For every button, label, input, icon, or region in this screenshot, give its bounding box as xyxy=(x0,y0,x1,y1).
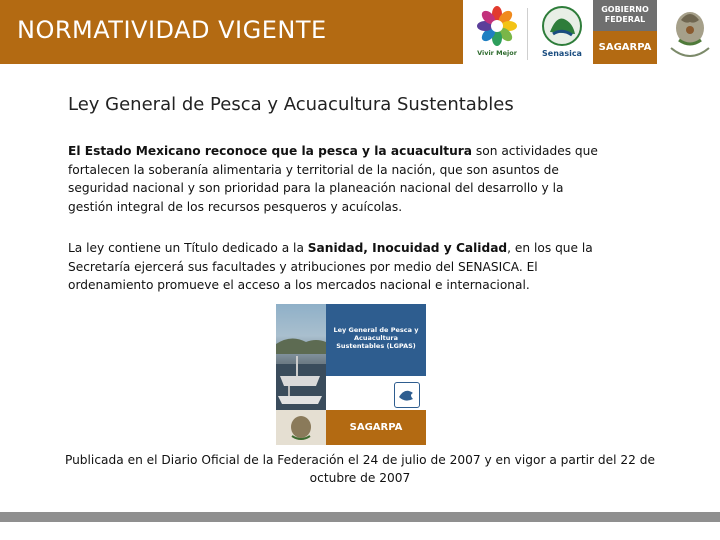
paragraph-sanidad xyxy=(68,239,608,295)
harbor-photo xyxy=(276,304,326,410)
senasica-logo xyxy=(535,4,589,62)
sagarpa-logo xyxy=(593,0,657,64)
vivir-mejor-label: Vivir Mejor xyxy=(477,49,517,57)
senasica-label: Senasica xyxy=(542,49,582,58)
sanidad-bold-text: Sanidad, Inocuidad y Calidad xyxy=(307,241,508,255)
cover-brand: SAGARPA xyxy=(326,410,426,445)
footer-base xyxy=(0,522,720,540)
eagle-emblem-icon xyxy=(663,2,717,62)
logo-area xyxy=(463,0,720,64)
intro-bold-text: El Estado Mexicano reconoce que la pesca y la acuacultura xyxy=(68,144,473,158)
law-heading: Ley General de Pesca y Acuacultura Sustentables xyxy=(68,94,514,115)
title-bar xyxy=(0,0,463,64)
eagle-emblem-icon xyxy=(276,410,326,445)
gobierno-federal-label: GOBIERNO FEDERAL xyxy=(593,0,657,31)
conapesca-logo xyxy=(394,382,420,408)
sagarpa-label: SAGARPA xyxy=(593,31,657,64)
vivir-mejor-icon xyxy=(475,4,519,48)
cover-title: Ley General de Pesca y Acuacultura Sustentables (LGPAS) xyxy=(333,326,419,350)
footer-bar xyxy=(0,512,720,522)
intro-text: son actividades que fortalecen la soberanía alimentaria y territorial de la nación, que son asuntos de seguridad nacional y son prioridad para la planeación nacional del desarrollo y la gestión integral de los recursos pesqueros y acuícolas. xyxy=(68,144,598,214)
cover-middle-panel xyxy=(326,376,426,410)
sanidad-text-before: La ley contiene un Título dedicado a la xyxy=(68,241,308,255)
vivir-mejor-logo xyxy=(475,4,519,62)
national-emblem xyxy=(663,2,717,62)
cover-title-panel xyxy=(326,304,426,376)
header xyxy=(0,0,720,64)
senasica-icon xyxy=(535,4,589,48)
boats-illustration-icon xyxy=(276,304,326,410)
cover-emblem-panel xyxy=(276,410,326,445)
page-title: NORMATIVIDAD VIGENTE xyxy=(17,16,327,44)
logo-divider xyxy=(527,8,528,60)
law-cover-image xyxy=(276,304,426,445)
fish-icon xyxy=(395,383,419,407)
paragraph-intro xyxy=(68,142,608,216)
sanidad-text-after: , en los que la Secretaría ejercerá sus facultades y atribuciones por medio del SENASICA. El ordenamiento promueve el acceso a los mercados nacional e internacional. xyxy=(68,241,593,292)
publication-caption: Publicada en el Diario Oficial de la Federación el 24 de julio de 2007 y en vigor a partir del 22 de octubre de 2007 xyxy=(64,453,656,485)
